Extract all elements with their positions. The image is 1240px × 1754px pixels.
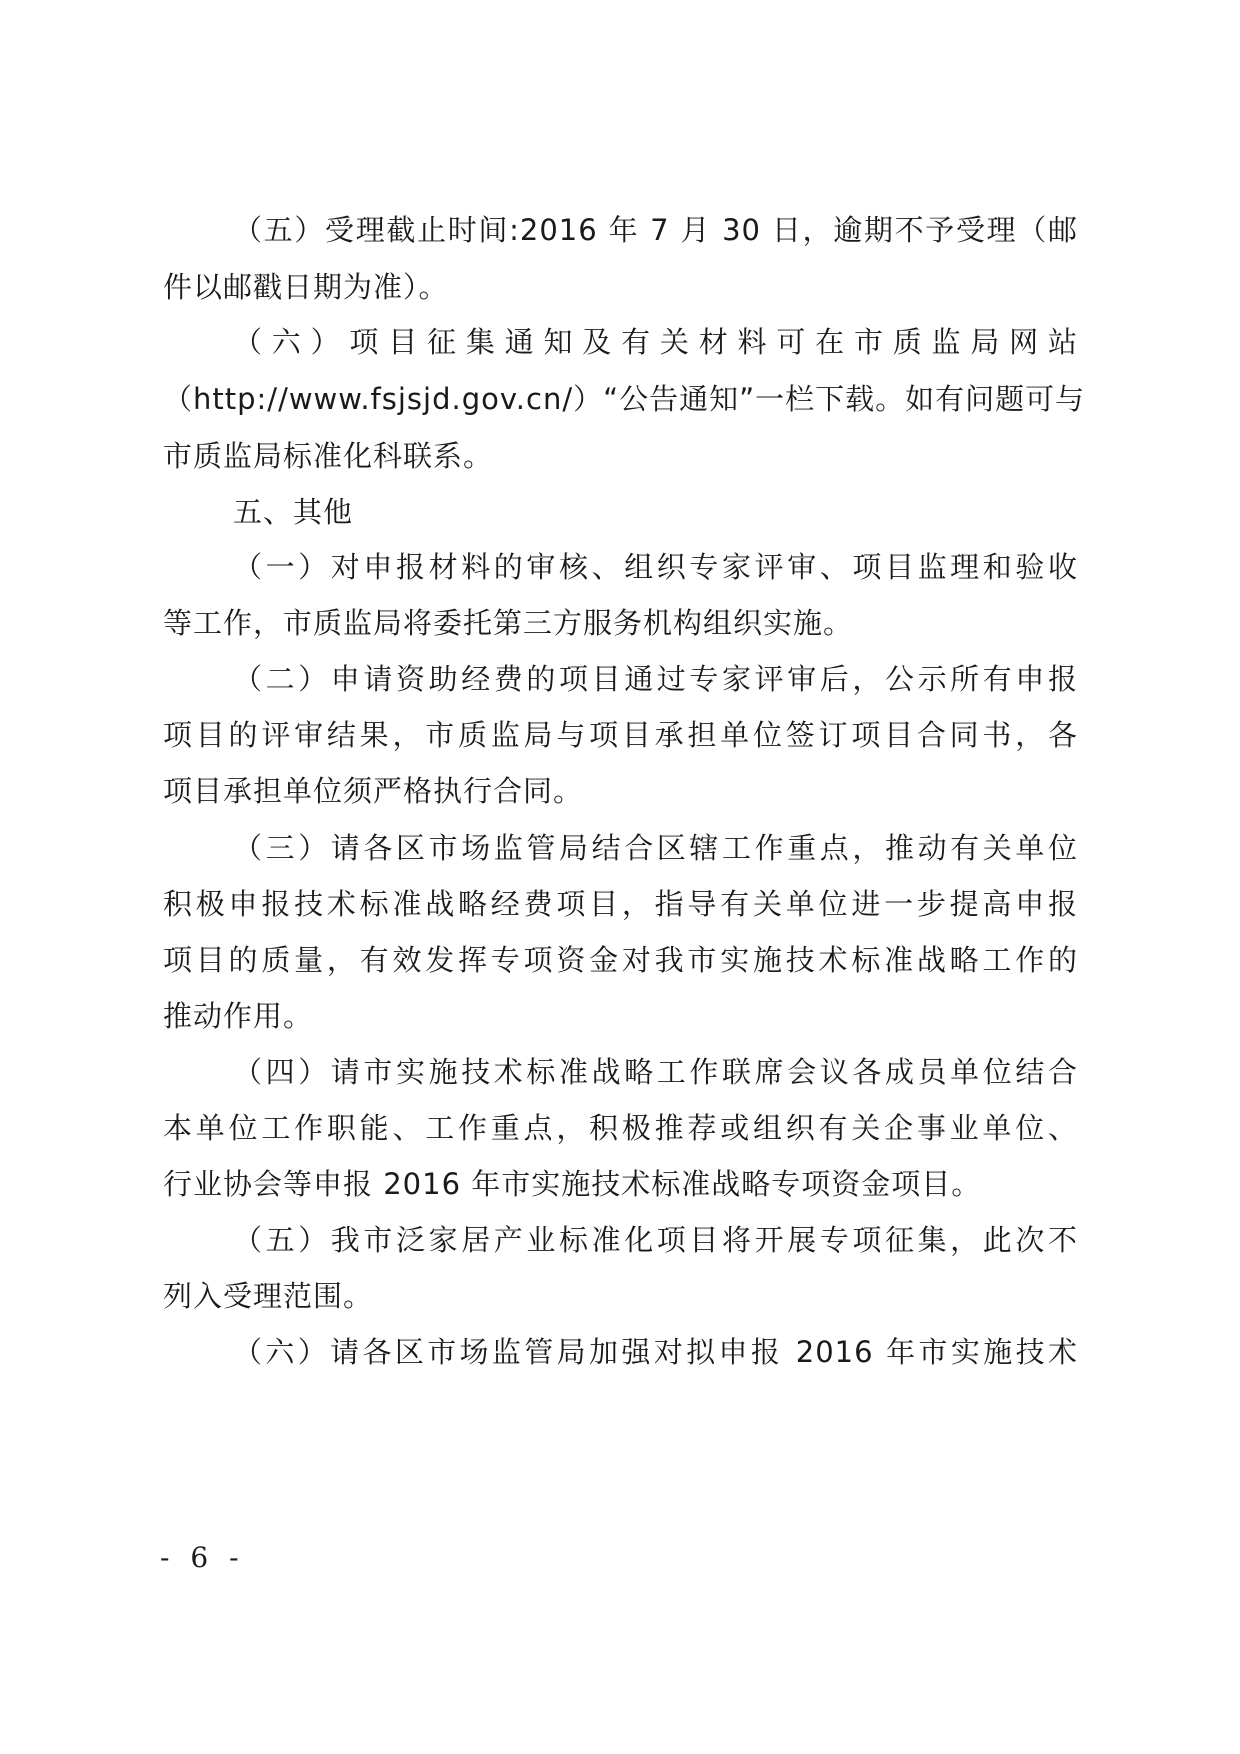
- paragraph-line: （http://www.fsjsjd.gov.cn/）“公告通知”一栏下载。如有问题可与: [163, 382, 1086, 416]
- paragraph-line: （二）申请资助经费的项目通过专家评审后，公示所有申报: [233, 662, 1078, 696]
- paragraph-line: 推动作用。: [163, 999, 314, 1033]
- paragraph-line: （五）受理截止时间:2016 年 7 月 30 日，逾期不予受理（邮: [233, 213, 1078, 247]
- paragraph-line: （三）请各区市场监管局结合区辖工作重点，推动有关单位: [233, 831, 1078, 865]
- paragraph-line: （五）我市泛家居产业标准化项目将开展专项征集，此次不: [233, 1223, 1078, 1257]
- section-heading: 五、其他: [233, 495, 354, 529]
- paragraph-line: （四）请市实施技术标准战略工作联席会议各成员单位结合: [233, 1055, 1078, 1089]
- paragraph-line: 项目承担单位须严格执行合同。: [163, 774, 584, 808]
- paragraph-line: 本单位工作职能、工作重点，积极推荐或组织有关企事业单位、: [163, 1111, 1078, 1145]
- paragraph-line: 项目的评审结果，市质监局与项目承担单位签订项目合同书，各: [163, 718, 1078, 752]
- paragraph-line: 项目的质量，有效发挥专项资金对我市实施技术标准战略工作的: [163, 943, 1078, 977]
- paragraph-line: （一）对申报材料的审核、组织专家评审、项目监理和验收: [233, 550, 1078, 584]
- paragraph-line: 件以邮戳日期为准）。: [163, 270, 449, 304]
- paragraph-line: 等工作，市质监局将委托第三方服务机构组织实施。: [163, 606, 854, 640]
- paragraph-line: 市质监局标准化科联系。: [163, 439, 494, 473]
- paragraph-line: 列入受理范围。: [163, 1279, 374, 1313]
- paragraph-line: 积极申报技术标准战略经费项目，指导有关单位进一步提高申报: [163, 887, 1078, 921]
- paragraph-line: 行业协会等申报 2016 年市实施技术标准战略专项资金项目。: [163, 1167, 982, 1201]
- page-number: - 6 -: [160, 1541, 245, 1574]
- paragraph-line: （六）项目征集通知及有关材料可在市质监局网站: [233, 325, 1078, 359]
- paragraph-line: （六）请各区市场监管局加强对拟申报 2016 年市实施技术: [233, 1335, 1078, 1369]
